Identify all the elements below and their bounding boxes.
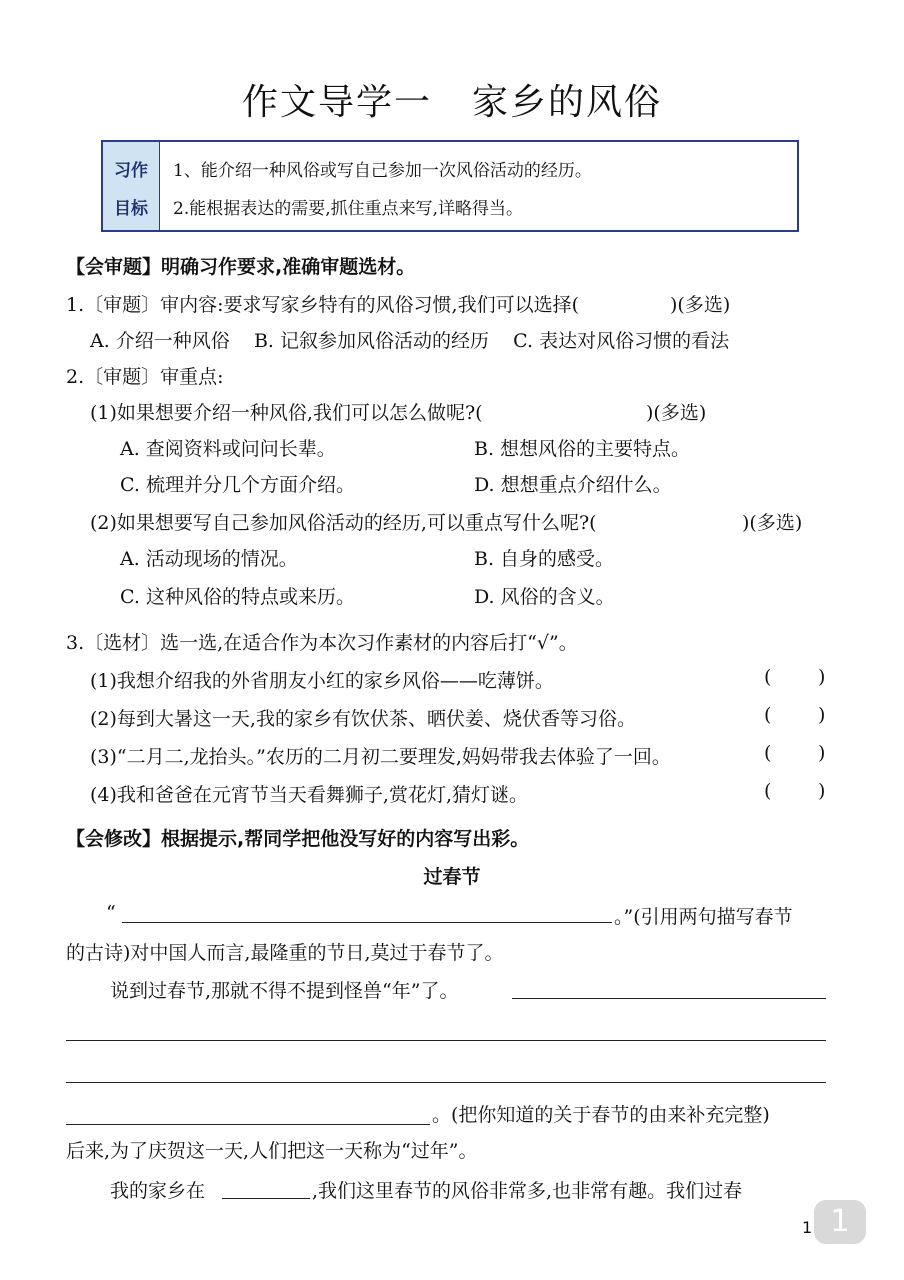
- essay-blank-origin-4[interactable]: [66, 1124, 430, 1125]
- q3-item-2-paren-close: ): [818, 704, 826, 726]
- q3-item-2: (2)每到大暑这一天,我的家乡有饮伏茶、晒伏姜、烧伏香等习俗。: [90, 708, 636, 730]
- essay-blank-origin-2[interactable]: [66, 1040, 826, 1041]
- goals-label-bottom: 目标: [114, 199, 148, 219]
- page-title: [0, 74, 904, 125]
- essay-p4-start: 我的家乡在: [110, 1180, 206, 1202]
- q3-item-2-paren-open[interactable]: (: [764, 704, 772, 726]
- goals-label: [103, 142, 160, 230]
- section2-heading: 【会修改】根据提示,帮同学把他没写好的内容写出彩。: [66, 828, 530, 850]
- q3-item-1-paren-close: ): [818, 666, 826, 688]
- q1-tail: )(多选): [670, 294, 731, 316]
- q3-item-4-paren-close: ): [818, 780, 826, 802]
- q2-sub2-option-c: C. 这种风俗的特点或来历。: [120, 586, 355, 608]
- essay-blank-poem[interactable]: [122, 922, 612, 923]
- section1-heading: 【会审题】明确习作要求,准确审题选材。: [66, 256, 416, 278]
- q2-sub2-option-b: B. 自身的感受。: [474, 548, 615, 570]
- essay-blank-hometown[interactable]: [222, 1198, 310, 1199]
- essay-blank-origin-3[interactable]: [66, 1082, 826, 1083]
- q1-text: 1.〔审题〕审内容:要求写家乡特有的风俗习惯,我们可以选择(: [66, 294, 579, 316]
- q3-item-1: (1)我想介绍我的外省朋友小红的家乡风俗——吃薄饼。: [90, 670, 554, 692]
- q3-item-4-paren-open[interactable]: (: [764, 780, 772, 802]
- essay-blank-origin-1[interactable]: [512, 998, 826, 999]
- q2-sub1-tail: )(多选): [646, 402, 707, 424]
- essay-p4-end: ,我们这里春节的风俗非常多,也非常有趣。我们过春: [312, 1180, 743, 1202]
- q2-sub1-text: (1)如果想要介绍一种风俗,我们可以怎么做呢?(: [90, 402, 483, 424]
- q2-sub1-option-d: D. 想想重点介绍什么。: [474, 474, 672, 496]
- essay-p1-line2: 的古诗)对中国人而言,最隆重的节日,莫过于春节了。: [66, 942, 504, 964]
- essay-title: 过春节: [423, 866, 481, 888]
- essay-p3: 后来,为了庆贺这一天,人们把这一天称为“过年”。: [66, 1140, 478, 1162]
- page-badge: 1: [814, 1200, 866, 1244]
- goal-line-2: 2.能根据表达的需要,抓住重点来写,详略得当。: [173, 199, 524, 219]
- q2-sub1-option-a: A. 查阅资料或问问长辈。: [120, 438, 336, 460]
- q3-text: 3.〔选材〕选一选,在适合作为本次习作素材的内容后打“√”。: [66, 632, 578, 654]
- q3-item-3-paren-close: ): [818, 742, 826, 764]
- q3-item-3-paren-open[interactable]: (: [764, 742, 772, 764]
- essay-p1-close: 。”(引用两句描写春节: [614, 906, 793, 928]
- q2-sub1-option-b: B. 想想风俗的主要特点。: [474, 438, 691, 460]
- page-number: 1: [802, 1218, 813, 1237]
- title-part2: 家乡的风俗: [472, 82, 663, 123]
- q3-item-3: (3)“二月二,龙抬头。”农历的二月初二要理发,妈妈带我去体验了一回。: [90, 746, 671, 768]
- goals-label-top: 习作: [114, 161, 148, 181]
- title-part1: 作文导学一: [241, 82, 432, 123]
- q2-sub2-option-a: A. 活动现场的情况。: [120, 548, 298, 570]
- essay-p1-open-quote: “: [106, 902, 116, 924]
- q2-sub2-option-d: D. 风俗的含义。: [474, 586, 615, 608]
- q2-sub1-option-c: C. 梳理并分几个方面介绍。: [120, 474, 355, 496]
- q3-item-1-paren-open[interactable]: (: [764, 666, 772, 688]
- goals-box: [101, 140, 799, 232]
- q2-text: 2.〔审题〕审重点:: [66, 366, 224, 388]
- q1-options: A. 介绍一种风俗 B. 记叙参加风俗活动的经历 C. 表达对风俗习惯的看法: [90, 330, 730, 352]
- q3-item-4: (4)我和爸爸在元宵节当天看舞狮子,赏花灯,猜灯谜。: [90, 784, 528, 806]
- q2-sub2-text: (2)如果想要写自己参加风俗活动的经历,可以重点写什么呢?(: [90, 512, 597, 534]
- essay-p2-end: 。(把你知道的关于春节的由来补充完整): [432, 1104, 770, 1126]
- goal-line-1: 1、能介绍一种风俗或写自己参加一次风俗活动的经历。: [173, 161, 592, 181]
- q2-sub2-tail: )(多选): [742, 512, 803, 534]
- essay-p2-start: 说到过春节,那就不得不提到怪兽“年”了。: [110, 980, 459, 1002]
